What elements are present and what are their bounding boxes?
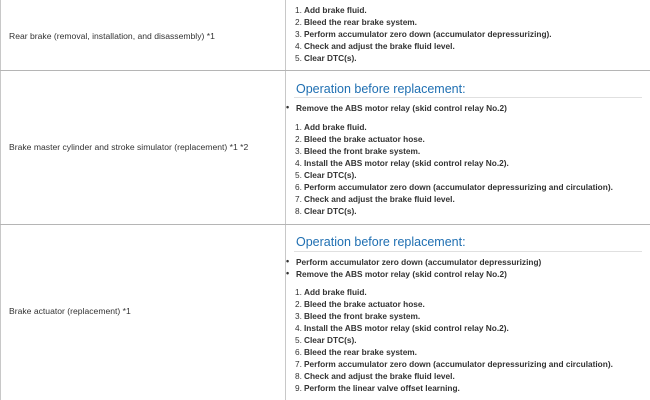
row-label: Rear brake (removal, installation, and disassembly) *1 xyxy=(9,31,215,41)
heading-divider xyxy=(294,97,642,98)
section-heading: Operation before replacement: xyxy=(296,82,466,96)
heading-divider xyxy=(294,251,642,252)
row-label-cell xyxy=(0,0,286,70)
row-label: Brake master cylinder and stroke simulator (replacement) *1 *2 xyxy=(9,142,249,152)
row-label: Brake actuator (replacement) *1 xyxy=(9,306,131,316)
row-label-cell xyxy=(0,71,286,224)
section-heading: Operation before replacement: xyxy=(296,235,466,249)
row-label-cell xyxy=(0,225,286,400)
procedure-table: Rear brake (removal, installation, and disassembly) *1 1. Add brake fluid. 2. Bleed the rear brake system. 3. Perform accumulator zero down (accumulator depressurizing). 4. Check and adjust the brake fluid level. 5. Clear DTC(s). Brake master cylinder and stroke simulator (replacement) *1 *2 Operation before replacement: • Remove the ABS motor relay (skid control relay No.2) 1. Add brake fluid. 2. Bleed the brake actuator hose. 3. Bleed the front brake system. 4. Install the ABS motor relay (skid control relay No.2). 5. Clear DTC(s). 6. Perform accumulator zero down (accumulator depressurizing and circulation). 7. Check and adjust the brake fluid level. 8. Clear DTC(s). Brake actuator (replacement) *1 Operation before replacement: • Perform accumulator zero down (accumulator depressurizing) • Remove the ABS motor relay (skid control relay No.2) 1. Add brake fluid. 2. Bleed the brake actuator hose. 3. Bleed the front brake system. 4. Install the ABS motor relay (skid control relay No.2). 5. Clear DTC(s). 6. Bleed the rear brake system. 7. Perform accumulator zero down (accumulator depressurizing and circulation). 8. Check and adjust the brake fluid level. 9. Perform the linear valve offset learning. xyxy=(0,0,650,400)
